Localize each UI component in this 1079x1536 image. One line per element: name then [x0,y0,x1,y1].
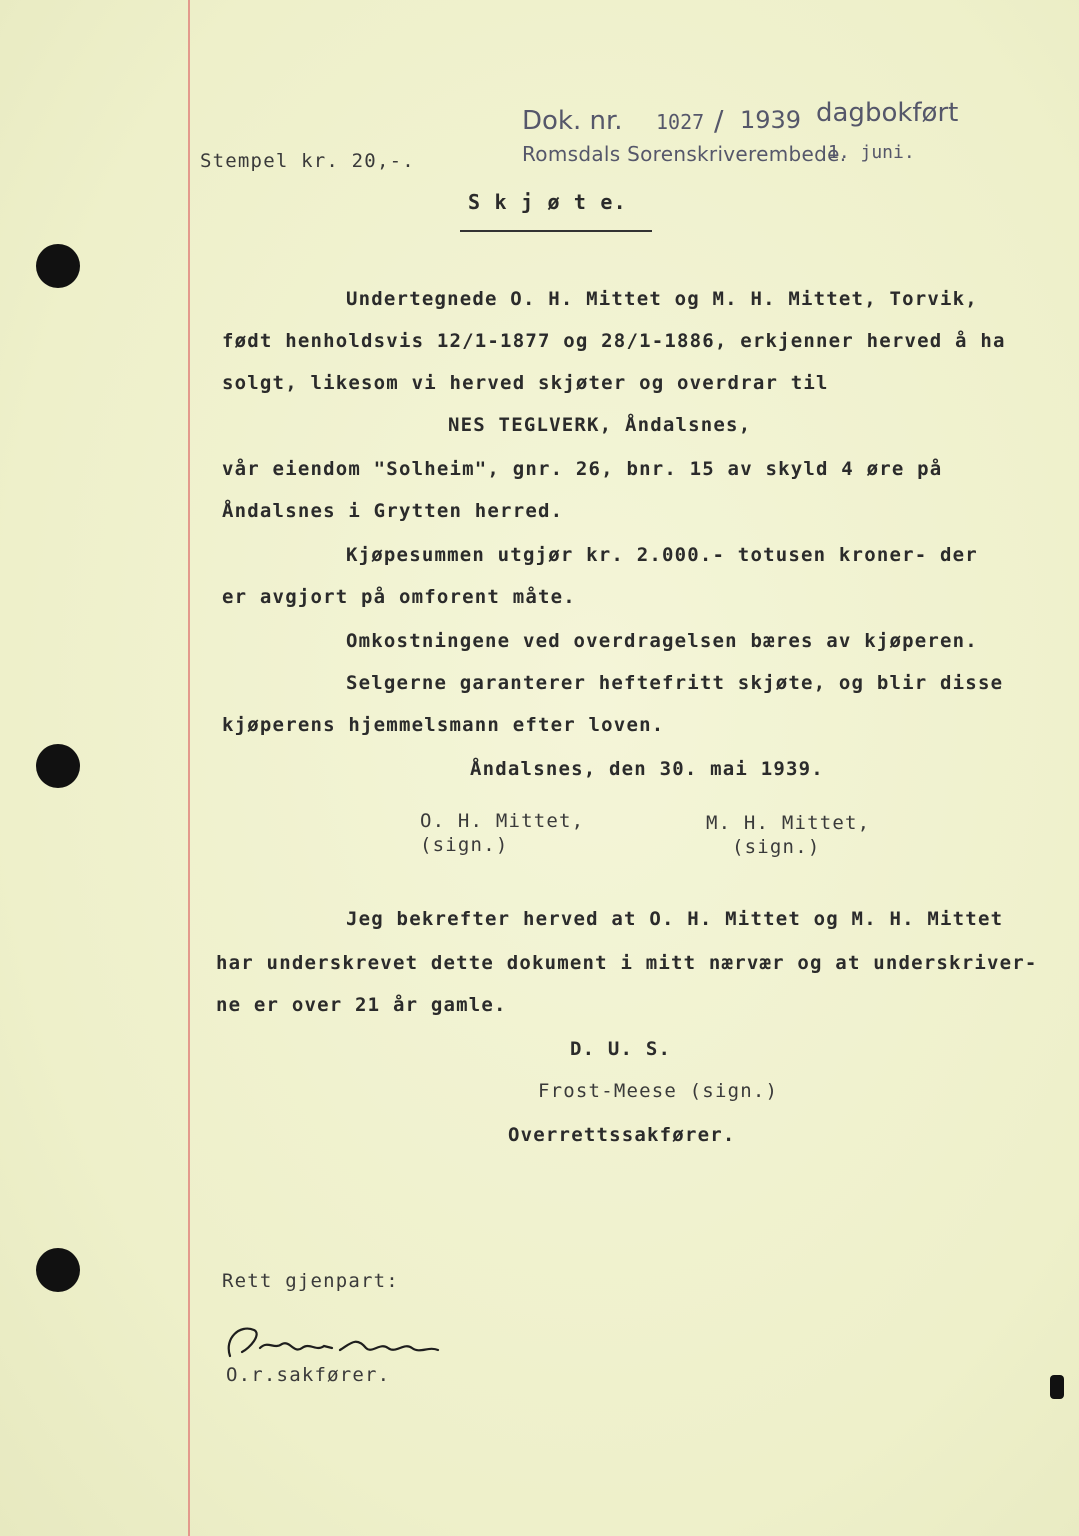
body-line-7: Kjøpesummen utgjør kr. 2.000.- totusen kroner- der [346,544,978,566]
stamp-slash: / [714,104,724,137]
stamp-date: 1. juni. [828,142,915,163]
stamp-dagbokfort: dagbokført [816,98,959,128]
body-line-4: NES TEGLVERK, Åndalsnes, [448,414,752,436]
margin-line [188,0,190,1536]
body-line-11: kjøperens hjemmelsmann efter loven. [222,714,665,736]
rett-gjenpart: Rett gjenpart: [222,1270,399,1292]
or-sakforer: O.r.sakfører. [226,1364,391,1386]
body-line-2: født henholdsvis 12/1-1877 og 28/1-1886, erkjenner herved å ha [222,330,1006,352]
confirm-line-2: har underskrevet dette dokument i mitt nærvær og at underskriver- [216,952,1038,974]
signer-right-sign: (sign.) [732,836,821,858]
signer-left-sign: (sign.) [420,834,509,856]
frost-meese-sign: Frost-Meese (sign.) [538,1080,779,1102]
punch-hole-bottom [36,1248,80,1292]
punch-hole-middle [36,744,80,788]
body-line-1: Undertegnede O. H. Mittet og M. H. Mittet, Torvik, [346,288,978,310]
stamp-year: 1939 [740,106,802,134]
confirm-line-3: ne er over 21 år gamle. [216,994,507,1016]
body-line-3: solgt, likesom vi herved skjøter og overdrar til [222,372,829,394]
body-line-12: Åndalsnes, den 30. mai 1939. [470,758,824,780]
title-underline [460,230,652,232]
confirm-line-1: Jeg bekrefter herved at O. H. Mittet og M. H. Mittet [346,908,1004,930]
body-line-10: Selgerne garanterer heftefritt skjøte, og blir disse [346,672,1004,694]
body-line-5: vår eiendom "Solheim", gnr. 26, bnr. 15 av skyld 4 øre på [222,458,943,480]
edge-mark [1050,1375,1064,1399]
body-line-9: Omkostningene ved overdragelsen bæres av kjøperen. [346,630,978,652]
dus-line: D. U. S. [570,1038,672,1060]
body-line-6: Åndalsnes i Grytten herred. [222,500,564,522]
stempel-line: Stempel kr. 20,-. [200,150,415,172]
signer-left-name: O. H. Mittet, [420,810,585,832]
stamp-dok-label: Dok. nr. [522,106,623,136]
body-line-8: er avgjort på omforent måte. [222,586,576,608]
punch-hole-top [36,244,80,288]
stamp-office: Romsdals Sorenskriverembede. [522,142,847,166]
overrettssakforer: Overrettssakfører. [508,1124,736,1146]
signer-right-name: M. H. Mittet, [706,812,871,834]
document-title: S k j ø t e. [468,190,627,214]
stamp-dok-number: 1027 [656,110,705,134]
